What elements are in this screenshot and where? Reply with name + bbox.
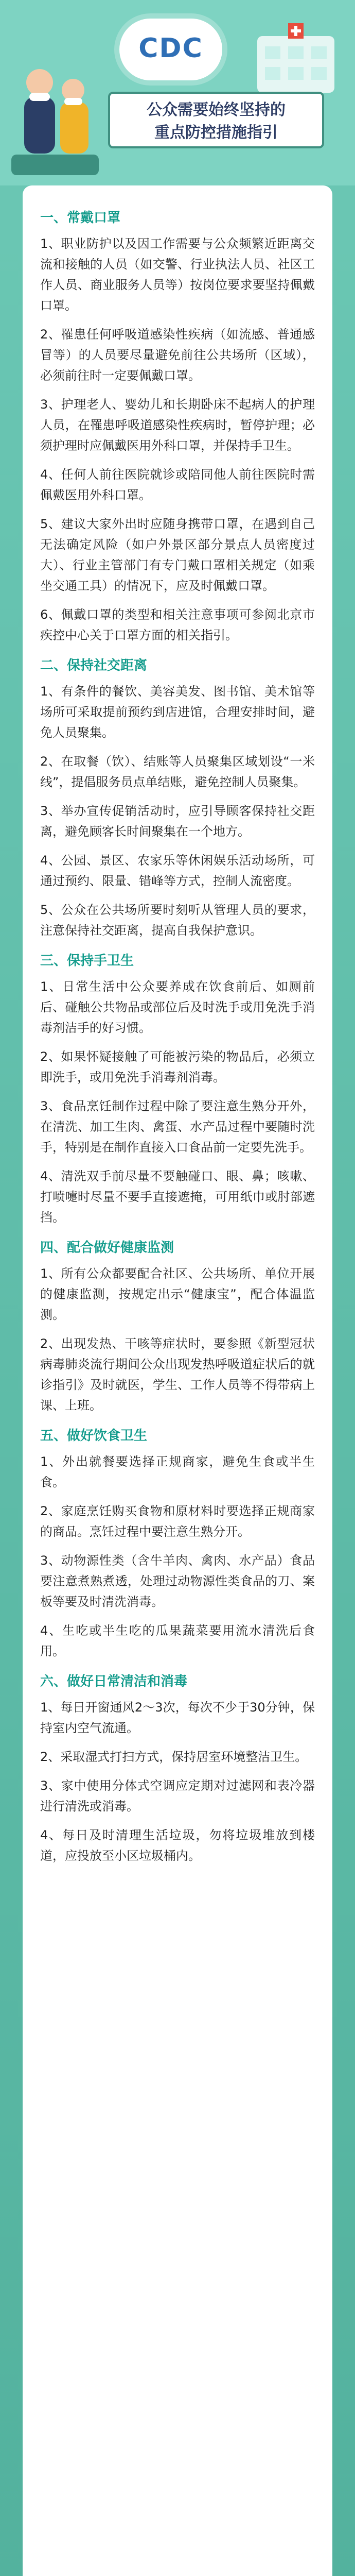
list-item: 2、出现发热、干咳等症状时，要参照《新型冠状病毒肺炎流行期间公众出现发热呼吸道症状后的就诊指引》及时就医，学生、工作人员等不得带病上课、上班。 xyxy=(40,1336,315,1413)
list-item: 1、所有公众都要配合社区、公共场所、单位开展的健康监测，按规定出示“健康宝”，配合体温监测。 xyxy=(40,1266,315,1322)
illustration-people-icon xyxy=(11,57,99,175)
list-item: 4、公园、景区、农家乐等休闲娱乐活动场所，可通过预约、限量、错峰等方式，控制人流密度。 xyxy=(40,853,315,888)
list-item: 6、佩戴口罩的类型和相关注意事项可参阅北京市疾控中心关于口罩方面的相关指引。 xyxy=(40,607,315,642)
list-item: 2、如果怀疑接触了可能被污染的物品后，必须立即洗手，或用免洗手消毒剂消毒。 xyxy=(40,1049,315,1084)
cdc-logo-text: CDC xyxy=(138,33,203,64)
header-banner xyxy=(0,0,355,185)
list-item: 5、建议大家外出时应随身携带口罩，在遇到自己无法确定风险（如户外景区部分景点人员密度过大）、行业主管部门有专门戴口罩相关规定（如乘坐交通工具）的情况下，应及时佩戴口罩。 xyxy=(40,517,315,593)
illustration-hospital-icon xyxy=(252,21,340,98)
list-item: 4、任何人前往医院就诊或陪同他人前往医院时需佩戴医用外科口罩。 xyxy=(40,467,315,502)
list-item: 3、举办宣传促销活动时，应引导顾客保持社交距离，避免顾客长时间聚集在一个地方。 xyxy=(40,804,315,839)
section-masks xyxy=(40,207,315,646)
section-title: 三、保持手卫生 xyxy=(40,953,134,969)
list-item: 3、动物源性类（含牛羊肉、禽肉、水产品）食品要注意煮熟煮透，处理过动物源性类食品的刀、案板等要及时清洗消毒。 xyxy=(40,1553,315,1609)
title-box xyxy=(108,92,324,148)
list-item: 4、每日及时清理生活垃圾，勿将垃圾堆放到楼道，应投放至小区垃圾桶内。 xyxy=(40,1828,315,1863)
list-item: 3、护理老人、婴幼儿和长期卧床不起病人的护理人员，在罹患呼吸道感染性疾病时，暂停护理；必须护理时应佩戴医用外科口罩，并保持手卫生。 xyxy=(40,397,315,453)
list-item: 1、每日开窗通风2～3次，每次不少于30分钟，保持室内空气流通。 xyxy=(40,1700,315,1735)
page-title-line-1: 公众需要始终坚持的 xyxy=(147,101,286,119)
list-item: 2、家庭烹饪购买食物和原材料时要选择正规商家的商品。烹饪过程中要注意生熟分开。 xyxy=(40,1504,315,1539)
section-hand-hygiene xyxy=(40,950,315,1228)
guidelines-content xyxy=(23,185,332,2576)
section-title: 一、常戴口罩 xyxy=(40,210,121,226)
list-item: 4、清洗双手前尽量不要触碰口、眼、鼻；咳嗽、打喷嚏时尽量不要手直接遮掩，可用纸巾或肘部遮挡。 xyxy=(40,1169,315,1225)
list-item: 4、生吃或半生吃的瓜果蔬菜要用流水清洗后食用。 xyxy=(40,1623,315,1658)
list-item: 2、采取湿式打扫方式，保持居室环境整洁卫生。 xyxy=(40,1750,308,1764)
section-cleaning-disinfection xyxy=(40,1671,315,1866)
section-health-monitoring xyxy=(40,1237,315,1416)
list-item: 2、在取餐（饮）、结账等人员聚集区域划设“一米线”，提倡服务员点单结账，避免控制人员聚集。 xyxy=(40,754,315,789)
list-item: 5、公众在公共场所要时刻听从管理人员的要求，注意保持社交距离，提高自我保护意识。 xyxy=(40,903,315,938)
cdc-logo xyxy=(119,19,222,80)
section-title: 四、配合做好健康监测 xyxy=(40,1240,174,1256)
section-title: 五、做好饮食卫生 xyxy=(40,1428,148,1444)
section-social-distance xyxy=(40,655,315,941)
section-title: 二、保持社交距离 xyxy=(40,658,148,673)
list-item: 1、外出就餐要选择正规商家，避免生食或半生食。 xyxy=(40,1454,315,1489)
list-item: 3、家中使用分体式空调应定期对过滤网和表冷器进行清洗或消毒。 xyxy=(40,1778,315,1814)
list-item: 1、有条件的餐饮、美容美发、图书馆、美术馆等场所可采取提前预约到店进馆，合理安排时间，避免人员聚集。 xyxy=(40,684,315,740)
list-item: 1、日常生活中公众要养成在饮食前后、如厕前后、碰触公共物品或部位后及时洗手或用免洗手消毒剂洁手的好习惯。 xyxy=(40,979,315,1035)
list-item: 1、职业防护以及因工作需要与公众频繁近距离交流和接触的人员（如交警、行业执法人员、社区工作人员、商业服务人员等）按岗位要求要坚持佩戴口罩。 xyxy=(40,236,315,313)
page-title-line-2: 重点防控措施指引 xyxy=(154,124,278,142)
section-title: 六、做好日常清洁和消毒 xyxy=(40,1674,188,1689)
section-food-hygiene xyxy=(40,1425,315,1662)
list-item: 3、食品烹饪制作过程中除了要注意生熟分开外，在清洗、加工生肉、禽蛋、水产品过程中要随时洗手，特别是在制作直接入口食品前一定要先洗手。 xyxy=(40,1099,315,1155)
list-item: 2、罹患任何呼吸道感染性疾病（如流感、普通感冒等）的人员要尽量避免前往公共场所（区域），必须前往时一定要佩戴口罩。 xyxy=(40,327,315,383)
